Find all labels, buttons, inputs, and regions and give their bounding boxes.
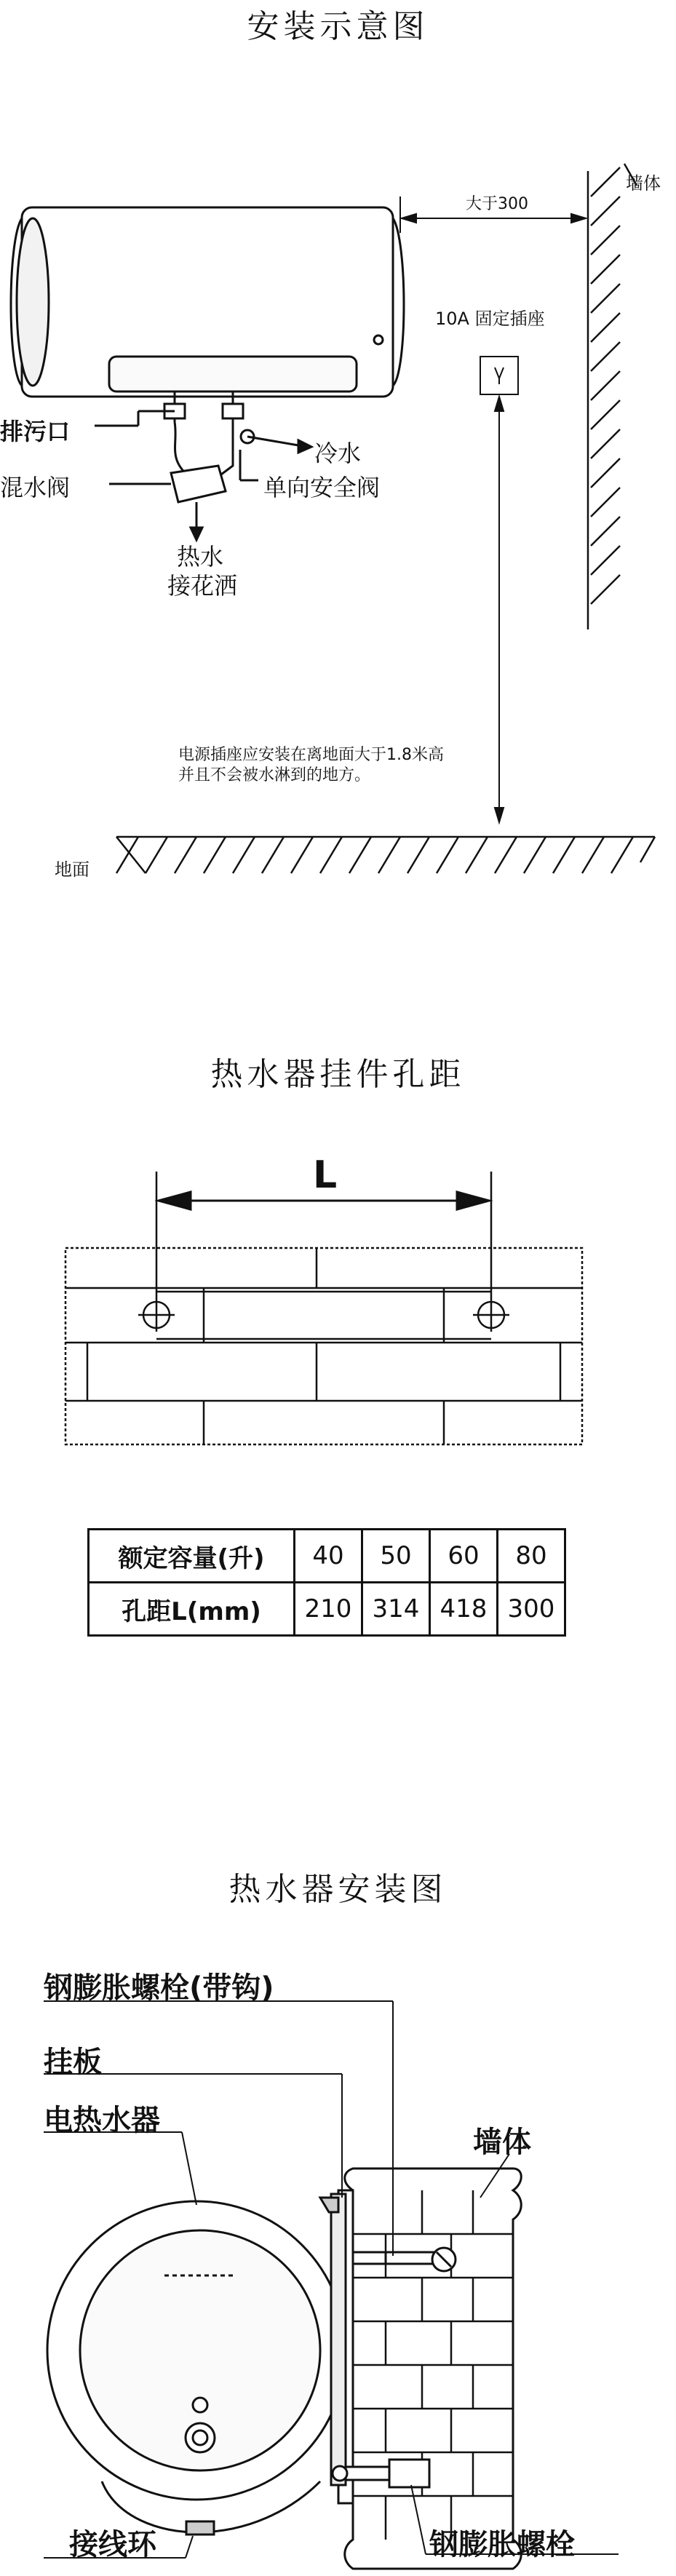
hook-bolt-label: 钢膨胀螺栓(带钩) <box>44 1971 274 2005</box>
wall-block <box>345 2168 522 2569</box>
dimension-l-label: L <box>313 1153 338 1197</box>
shower-label: 接花洒 <box>167 572 238 600</box>
heater-install-figure <box>0 1921 676 2576</box>
check-valve-label: 单向安全阀 <box>263 474 381 501</box>
socket-note-line-1: 电源插座应安装在离地面大于1.8米高 <box>178 746 444 764</box>
wall-label-2: 墙体 <box>473 2126 531 2159</box>
heater-body <box>47 2190 353 2535</box>
distance-50: 314 <box>362 1583 430 1636</box>
mixing-valve-label: 混水阀 <box>0 474 71 501</box>
mount-hole-left <box>138 1172 175 1332</box>
table-row-capacity <box>89 1530 565 1583</box>
install-figure-title: 热水器安装图 <box>228 1871 448 1908</box>
distance-60: 418 <box>430 1583 498 1636</box>
drain-label: 排污口 <box>0 418 71 445</box>
capacity-header: 额定容量(升) <box>89 1530 295 1583</box>
ground-hatch <box>116 837 655 873</box>
water-pipes <box>95 391 311 540</box>
hanging-plate-label: 挂板 <box>44 2046 102 2079</box>
hole-spacing-title: 热水器挂件孔距 <box>210 1056 466 1093</box>
socket-note-line-2: 并且不会被水淋到的地方。 <box>178 766 371 784</box>
height-dimension <box>495 397 504 822</box>
capacity-50: 50 <box>362 1530 430 1583</box>
socket-label: 10A 固定插座 <box>435 309 545 329</box>
distance-header: 孔距L(mm) <box>89 1583 295 1636</box>
wiring-ring-label: 接线环 <box>69 2528 156 2561</box>
heater-label: 电热水器 <box>44 2104 160 2137</box>
mount-hole-right <box>473 1172 509 1332</box>
wall-hatch <box>588 164 637 629</box>
hot-water-label: 热水 <box>177 543 224 571</box>
distance-label: 大于300 <box>466 195 528 213</box>
cold-water-label: 冷水 <box>314 440 362 467</box>
socket-icon <box>480 357 518 394</box>
hanging-plate-diagram <box>0 1128 676 1535</box>
capacity-60: 60 <box>430 1530 498 1583</box>
distance-80: 300 <box>498 1583 565 1636</box>
ground-label: 地面 <box>55 859 90 880</box>
heater-tank <box>11 207 404 397</box>
distance-40: 210 <box>295 1583 362 1636</box>
table-row-distance <box>89 1583 565 1636</box>
expansion-bolt-label: 钢膨胀螺栓 <box>429 2528 575 2561</box>
capacity-40: 40 <box>295 1530 362 1583</box>
capacity-80: 80 <box>498 1530 565 1583</box>
wall-label: 墙体 <box>626 173 661 194</box>
spacing-table <box>87 1528 566 1637</box>
install-diagram-title: 安装示意图 <box>247 8 429 45</box>
